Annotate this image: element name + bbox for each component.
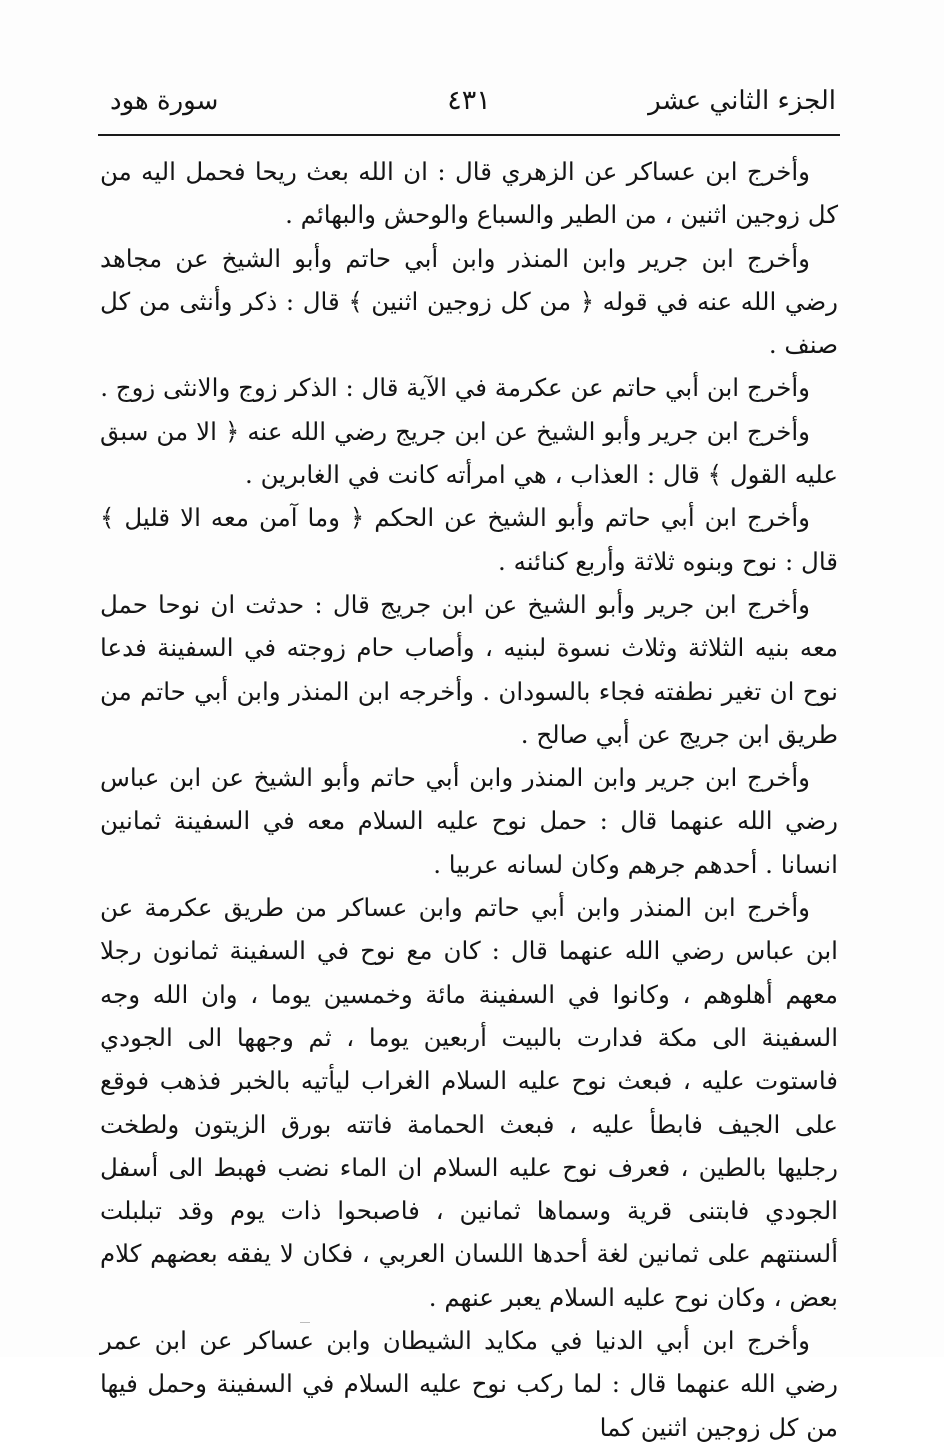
paragraph: وأخرج ابن جرير وأبو الشيخ عن ابن جريج قال : حدثت ان نوحا حمل معه بنيه الثلاثة وثلاث نسوة لبنيه ، وأصاب حام زوجته في السفينة فدعا نوح ان تغير نطفته فجاء بالسودان . وأخرجه ابن المنذر وابن أبي حاتم من طريق ابن جريج عن أبي صالح . (100, 589, 838, 749)
page-number: ٤٣١ (447, 85, 491, 116)
paragraph: وأخرج ابن جرير وابن المنذر وابن أبي حاتم وأبو الشيخ عن ابن عباس رضي الله عنهما قال : حمل نوح عليه السلام معه في السفينة ثمانين انسانا . أحدهم جرهم وكان لسانه عربيا . (100, 763, 838, 879)
part-title: الجزء الثاني عشر (648, 86, 836, 116)
page-header (100, 82, 838, 126)
paragraph: وأخرج ابن جرير وابن المنذر وابن أبي حاتم وأبو الشيخ عن مجاهد رضي الله عنه في قوله ﴿ من كل زوجين اثنين ﴾ قال : ذكر وأنثى من كل صنف . (100, 243, 838, 360)
page-body (100, 150, 838, 1442)
scan-mark (300, 1322, 310, 1323)
paragraph: وأخرج ابن عساكر عن الزهري قال : ان الله بعث ريحا فحمل اليه من كل زوجين اثنين ، من الطير والسباع والوحش والبهائم . (100, 157, 838, 230)
paragraph: وأخرج ابن المنذر وابن أبي حاتم وابن عساكر من طريق عكرمة عن ابن عباس رضي الله عنهما قال : كان مع نوح في السفينة ثمانون رجلا معهم أهلوهم ، وكانوا في السفينة مائة وخمسين يوما ، وان الله وجه السفينة الى مكة فدارت بالبيت أربعين يوما ، ثم وجهها الى الجودي فاستوت عليه ، فبعث نوح عليه السلام الغراب ليأتيه بالخبر فذهب فوقع على الجيف فابطأ عليه ، فبعث الحمامة فاتته بورق الزيتون ولطخت رجليها بالطين ، فعرف نوح عليه السلام ان الماء نضب فهبط الى أسفل الجودي فابتنى قرية وسماها ثمانين ، فاصبحوا ذات يوم وقد تبلبلت ألسنتهم على ثمانين لغة أحدها اللسان العربي ، فكان لا يفقه بعضهم كلام بعض ، وكان نوح عليه السلام يعبر عنهم . (100, 893, 838, 1312)
header-rule (98, 134, 840, 136)
paragraph: وأخرج ابن أبي الدنيا في مكايد الشيطان وابن عساكر عن ابن عمر رضي الله عنهما قال : لما ركب نوح عليه السلام في السفينة وحمل فيها من كل زوجين اثنين كما (100, 1326, 838, 1442)
paragraph: وأخرج ابن أبي حاتم عن عكرمة في الآية قال : الذكر زوج والانثى زوج . (100, 373, 810, 403)
paragraph: وأخرج ابن جرير وأبو الشيخ عن ابن جريج رضي الله عنه ﴿ الا من سبق عليه القول ﴾ قال : العذاب ، هي امرأته كانت في الغابرين . (100, 416, 838, 490)
paragraph: وأخرج ابن أبي حاتم وأبو الشيخ عن الحكم ﴿ وما آمن معه الا قليل ﴾ قال : نوح وبنوه ثلاثة وأربع كنائنه . (100, 503, 838, 576)
surah-title: سورة هود (110, 86, 219, 116)
